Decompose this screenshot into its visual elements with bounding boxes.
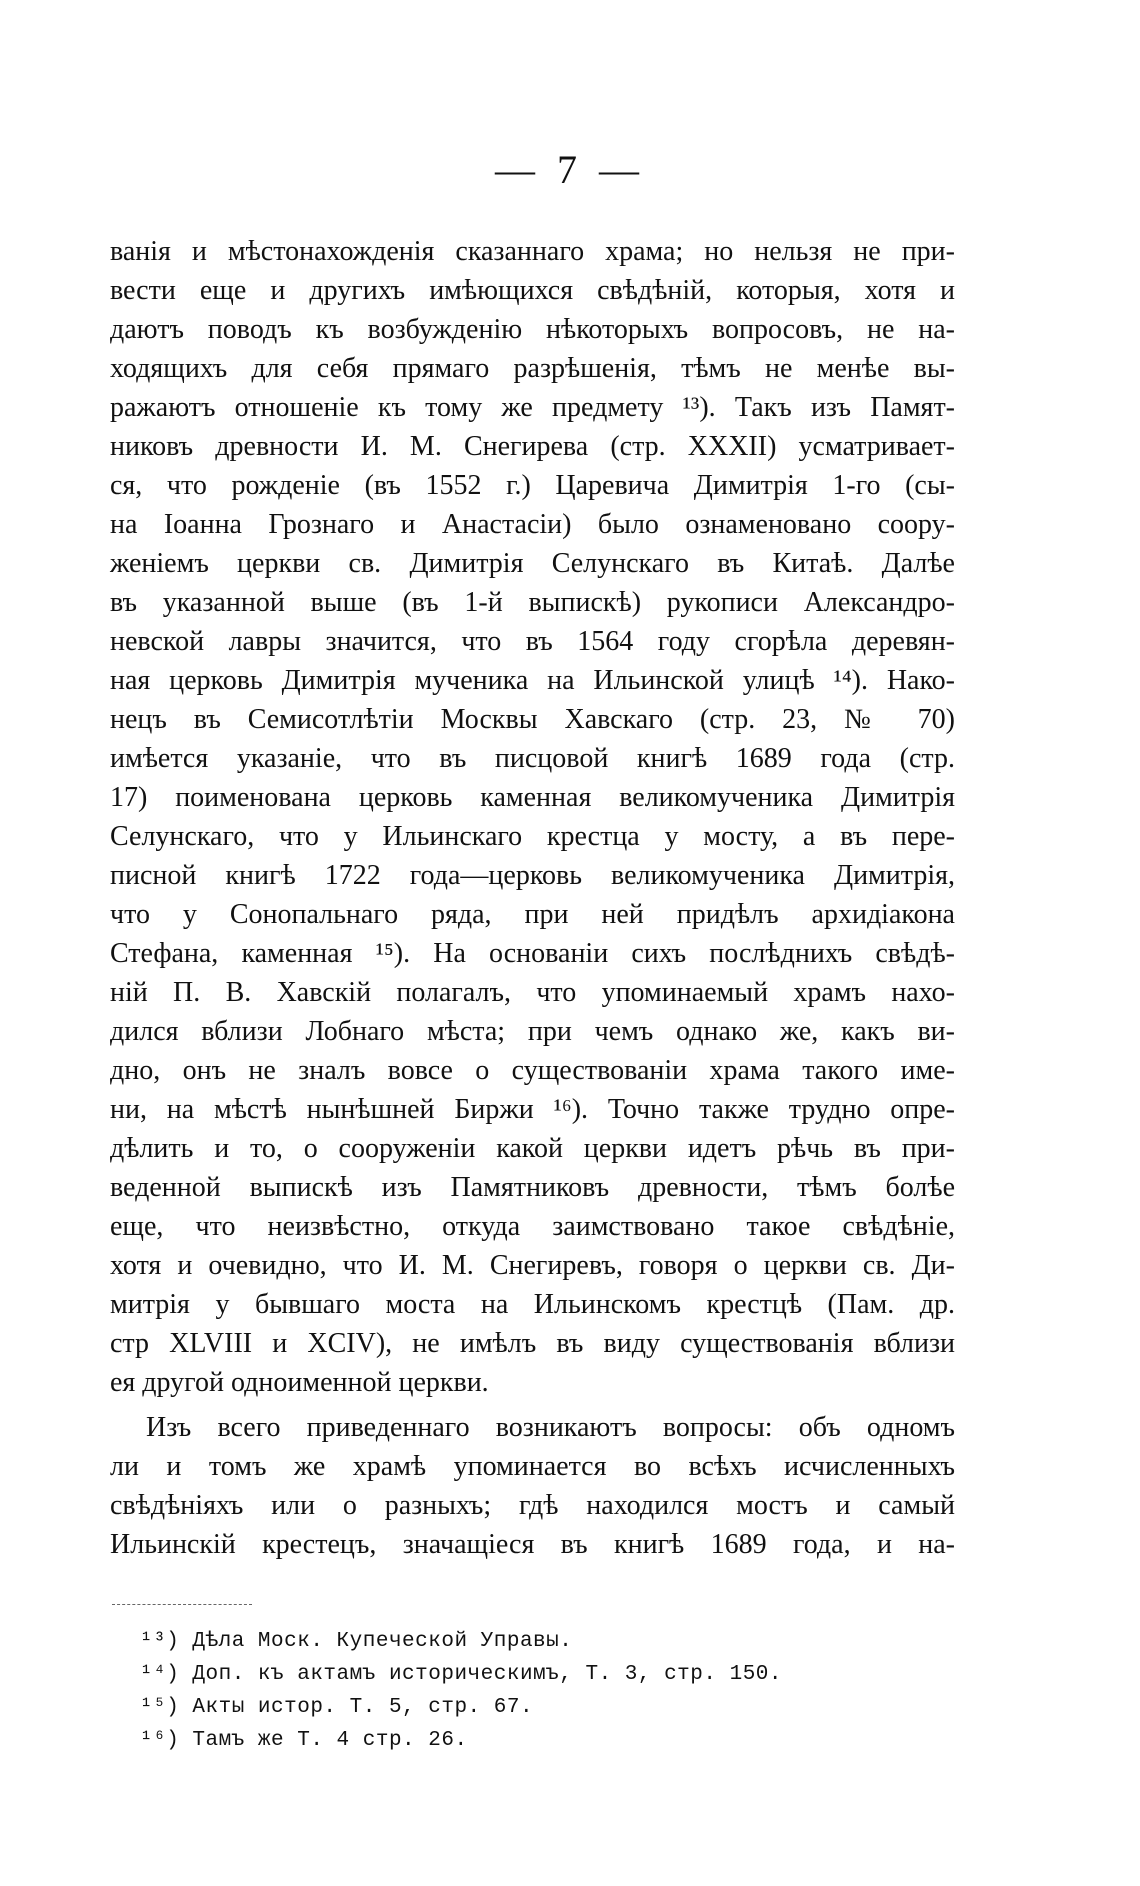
text-line: невской лавры значится, что въ 1564 году сгорѣла деревян- [110, 626, 955, 657]
page-number: — 7 — [495, 147, 645, 192]
text-line: Селунскаго, что у Ильинскаго крестца у мосту, а въ пере- [110, 821, 955, 852]
text-line: Изъ всего приведеннаго возникаютъ вопросы: объ одномъ [146, 1412, 955, 1443]
text-line: дно, онъ не зналъ вовсе о существованіи храма такого име- [110, 1055, 955, 1086]
text-line: на Іоанна Грознаго и Анастасіи) было ознаменовано соору- [110, 509, 955, 540]
text-line: стр XLVIII и XCIV), не имѣлъ въ виду существованія вблизи [110, 1328, 955, 1359]
footnote: ¹⁵) Акты истор. Т. 5, стр. 67. [140, 1696, 534, 1719]
text-line: нецъ въ Семисотлѣтіи Москвы Хавскаго (стр. 23, № 70) [110, 704, 955, 735]
text-line: ли и томъ же храмѣ упоминается во всѣхъ исчисленныхъ [110, 1451, 955, 1482]
text-line: ражаютъ отношеніе къ тому же предмету ¹³). Такъ изъ Памят- [110, 392, 955, 423]
text-line: женіемъ церкви св. Димитрія Селунскаго въ Китаѣ. Далѣе [110, 548, 955, 579]
text-line: ходящихъ для себя прямаго разрѣшенія, тѣмъ не менѣе вы- [110, 353, 955, 384]
text-line: еще, что неизвѣстно, откуда заимствовано такое свѣдѣніе, [110, 1211, 955, 1242]
text-line: хотя и очевидно, что И. М. Снегиревъ, говоря о церкви св. Ди- [110, 1250, 955, 1281]
text-line: веденной выпискѣ изъ Памятниковъ древности, тѣмъ болѣе [110, 1172, 955, 1203]
text-line: 17) поименована церковь каменная великомученика Димитрія [110, 782, 955, 813]
paragraph-2 [110, 1408, 955, 1564]
text-line: ная церковь Димитрія мученика на Ильинской улицѣ ¹⁴). Нако- [110, 665, 955, 696]
text-line: ни, на мѣстѣ нынѣшней Биржи ¹⁶). Точно также трудно опре- [110, 1094, 955, 1125]
text-line: въ указанной выше (въ 1-й выпискѣ) рукописи Александро- [110, 587, 955, 618]
text-line: свѣдѣніяхъ или о разныхъ; гдѣ находился мостъ и самый [110, 1490, 955, 1521]
paragraph-1 [110, 232, 955, 1402]
text-line: писной книгѣ 1722 года—церковь великомученика Димитрія, [110, 860, 955, 891]
footnote: ¹⁴) Доп. къ актамъ историческимъ, Т. 3, стр. 150. [140, 1663, 783, 1686]
body-text [110, 232, 955, 1564]
text-line: митрія у бывшаго моста на Ильинскомъ крестцѣ (Пам. др. [110, 1289, 955, 1320]
footnote-divider [112, 1604, 252, 1605]
text-line: дѣлить и то, о сооруженіи какой церкви идетъ рѣчь въ при- [110, 1133, 955, 1164]
text-line: ся, что рожденіе (въ 1552 г.) Царевича Димитрія 1-го (сы- [110, 470, 955, 501]
footnote: ¹³) Дѣла Моск. Купеческой Управы. [140, 1630, 573, 1653]
text-line: Стефана, каменная ¹⁵). На основаніи сихъ послѣднихъ свѣдѣ- [110, 938, 955, 969]
text-line: имѣется указаніе, что въ писцовой книгѣ 1689 года (стр. [110, 743, 955, 774]
footnotes [140, 1625, 940, 1757]
text-line: что у Сонопальнаго ряда, при ней придѣлъ архидіакона [110, 899, 955, 930]
text-line: дился вблизи Лобнаго мѣста; при чемъ однако же, какъ ви- [110, 1016, 955, 1047]
text-line: даютъ поводъ къ возбужденію нѣкоторыхъ вопросовъ, не на- [110, 314, 955, 345]
text-line: ея другой одноименной церкви. [110, 1367, 489, 1398]
footnote: ¹⁶) Тамъ же Т. 4 стр. 26. [140, 1729, 468, 1752]
text-line: Ильинскій крестецъ, значащіеся въ книгѣ 1689 года, и на- [110, 1529, 955, 1560]
text-line: ній П. В. Хавскій полагалъ, что упоминаемый храмъ нахо- [110, 977, 955, 1008]
text-line: никовъ древности И. М. Снегирева (стр. XXXII) усматривает- [110, 431, 955, 462]
text-line: вести еще и другихъ имѣющихся свѣдѣній, которыя, хотя и [110, 275, 955, 306]
text-line: ванія и мѣстонахожденія сказаннаго храма; но нельзя не при- [110, 236, 955, 267]
